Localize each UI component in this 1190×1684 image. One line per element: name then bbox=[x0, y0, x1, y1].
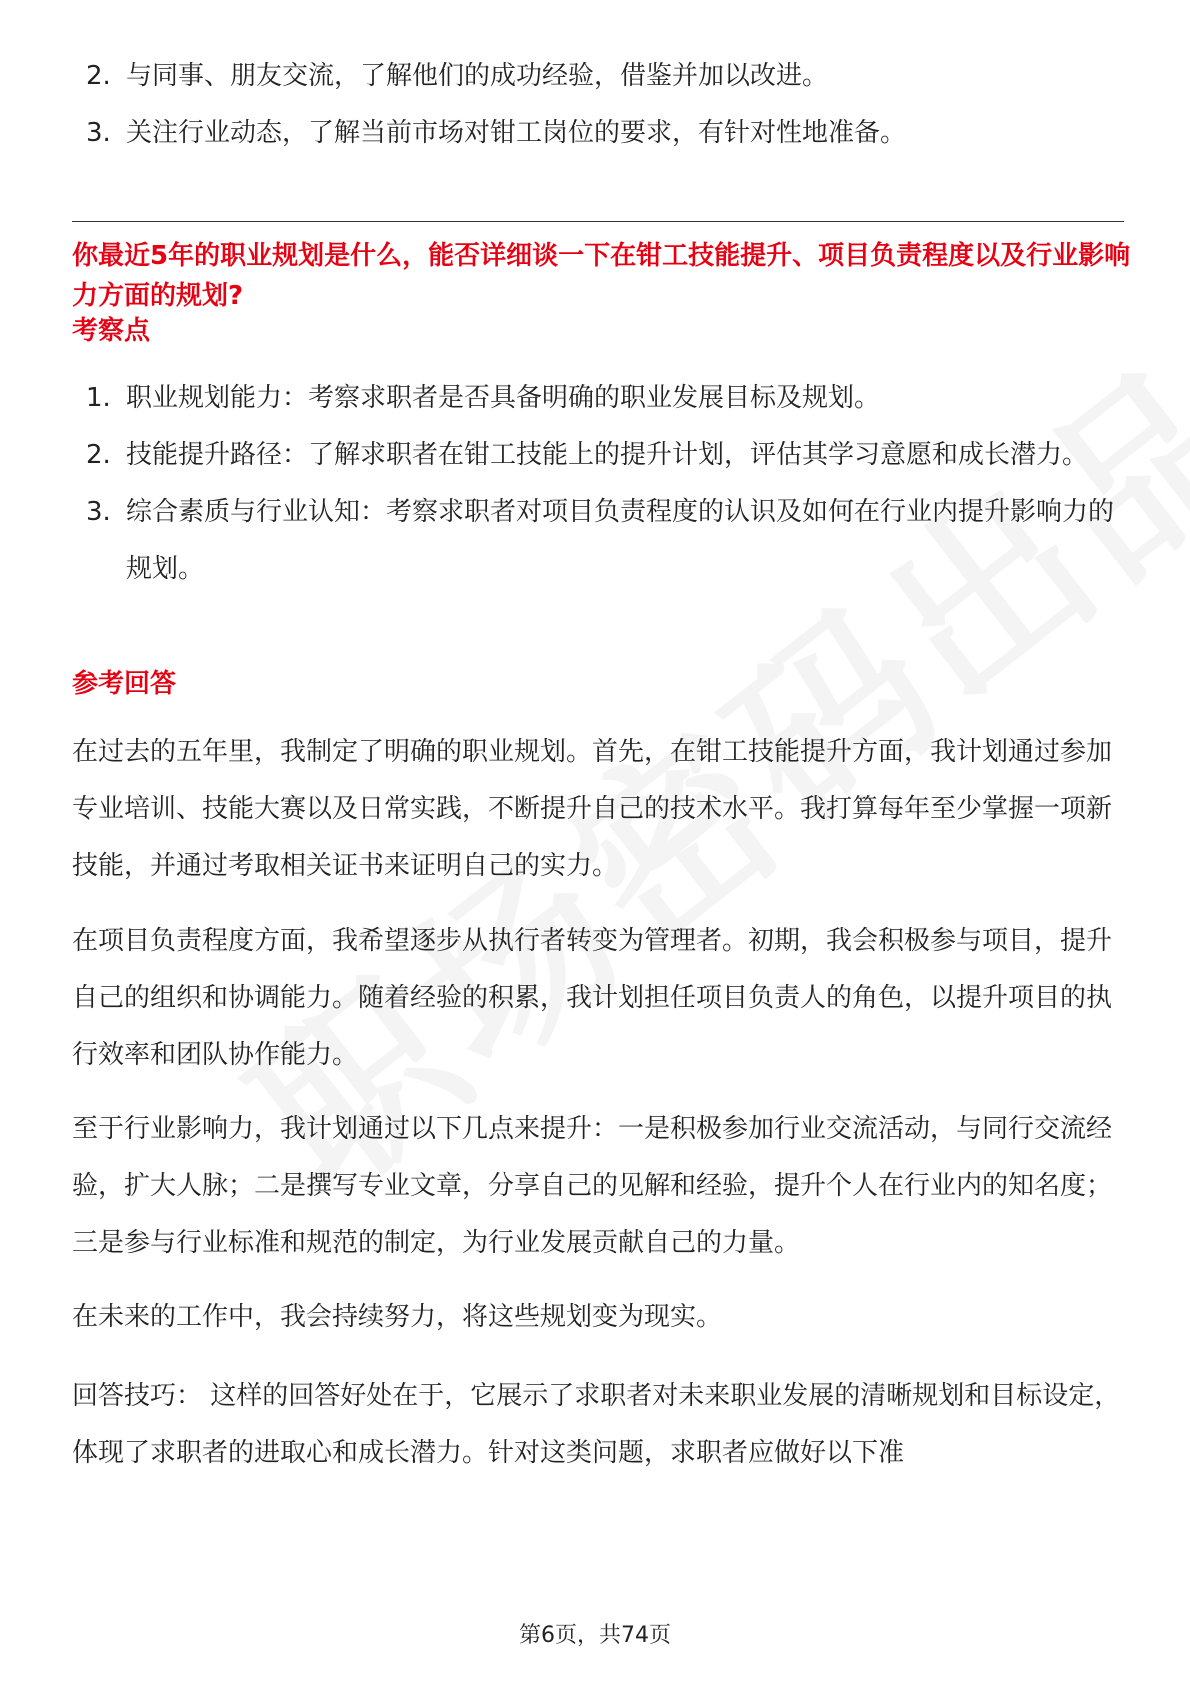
examine-heading: 考察点 bbox=[72, 316, 151, 346]
answer-tips-paragraph: 回答技巧： 这样的回答好处在于，它展示了求职者对未来职业发展的清晰规划和目标设定，体现了求职者的进取心和成长潜力。针对这类问题，求职者应做好以下准 bbox=[72, 1381, 1121, 1468]
list-item bbox=[86, 105, 1126, 162]
list-item bbox=[86, 370, 1126, 427]
list-text: 综合素质与行业认知：考察求职者对项目负责程度的认识及如何在行业内提升影响力的规划。 bbox=[126, 497, 1115, 584]
list-text: 职业规划能力：考察求职者是否具备明确的职业发展目标及规划。 bbox=[126, 383, 881, 413]
list-text: 与同事、朋友交流，了解他们的成功经验，借鉴并加以改进。 bbox=[126, 61, 829, 91]
answer-heading: 参考回答 bbox=[72, 669, 177, 699]
question-heading: 你最近5年的职业规划是什么，能否详细谈一下在钳工技能提升、项目负责程度以及行业影响力方面的规划? bbox=[72, 241, 1131, 311]
answer-paragraph: 至于行业影响力，我计划通过以下几点来提升：一是积极参加行业交流活动，与同行交流经验，扩大人脉；二是撰写专业文章，分享自己的见解和经验，提升个人在行业内的知名度；三是参与行业标准和规范的制定，为行业发展贡献自己的力量。 bbox=[72, 1114, 1113, 1258]
list-number: 2. bbox=[86, 61, 111, 91]
list-number: 2. bbox=[86, 440, 111, 470]
list-number: 3. bbox=[86, 497, 111, 527]
section-divider bbox=[72, 221, 1124, 222]
previous-tips-list bbox=[86, 48, 1126, 162]
examine-list bbox=[86, 370, 1126, 598]
answer-paragraph: 在未来的工作中，我会持续努力，将这些规划变为现实。 bbox=[72, 1302, 723, 1332]
list-item bbox=[86, 427, 1126, 484]
list-text: 技能提升路径：了解求职者在钳工技能上的提升计划，评估其学习意愿和成长潜力。 bbox=[126, 440, 1089, 470]
answer-paragraph: 在过去的五年里，我制定了明确的职业规划。首先，在钳工技能提升方面，我计划通过参加专业培训、技能大赛以及日常实践，不断提升自己的技术水平。我打算每年至少掌握一项新技能，并通过考取相关证书来证明自己的实力。 bbox=[72, 737, 1113, 881]
list-item bbox=[86, 484, 1126, 598]
page-number: 第6页，共74页 bbox=[519, 1623, 671, 1648]
answer-paragraph: 在项目负责程度方面，我希望逐步从执行者转变为管理者。初期，我会积极参与项目，提升自己的组织和协调能力。随着经验的积累，我计划担任项目负责人的角色，以提升项目的执行效率和团队协作能力。 bbox=[72, 926, 1113, 1070]
list-item bbox=[86, 48, 1126, 105]
list-number: 1. bbox=[86, 383, 111, 413]
list-number: 3. bbox=[86, 118, 111, 148]
list-text: 关注行业动态，了解当前市场对钳工岗位的要求，有针对性地准备。 bbox=[126, 118, 907, 148]
